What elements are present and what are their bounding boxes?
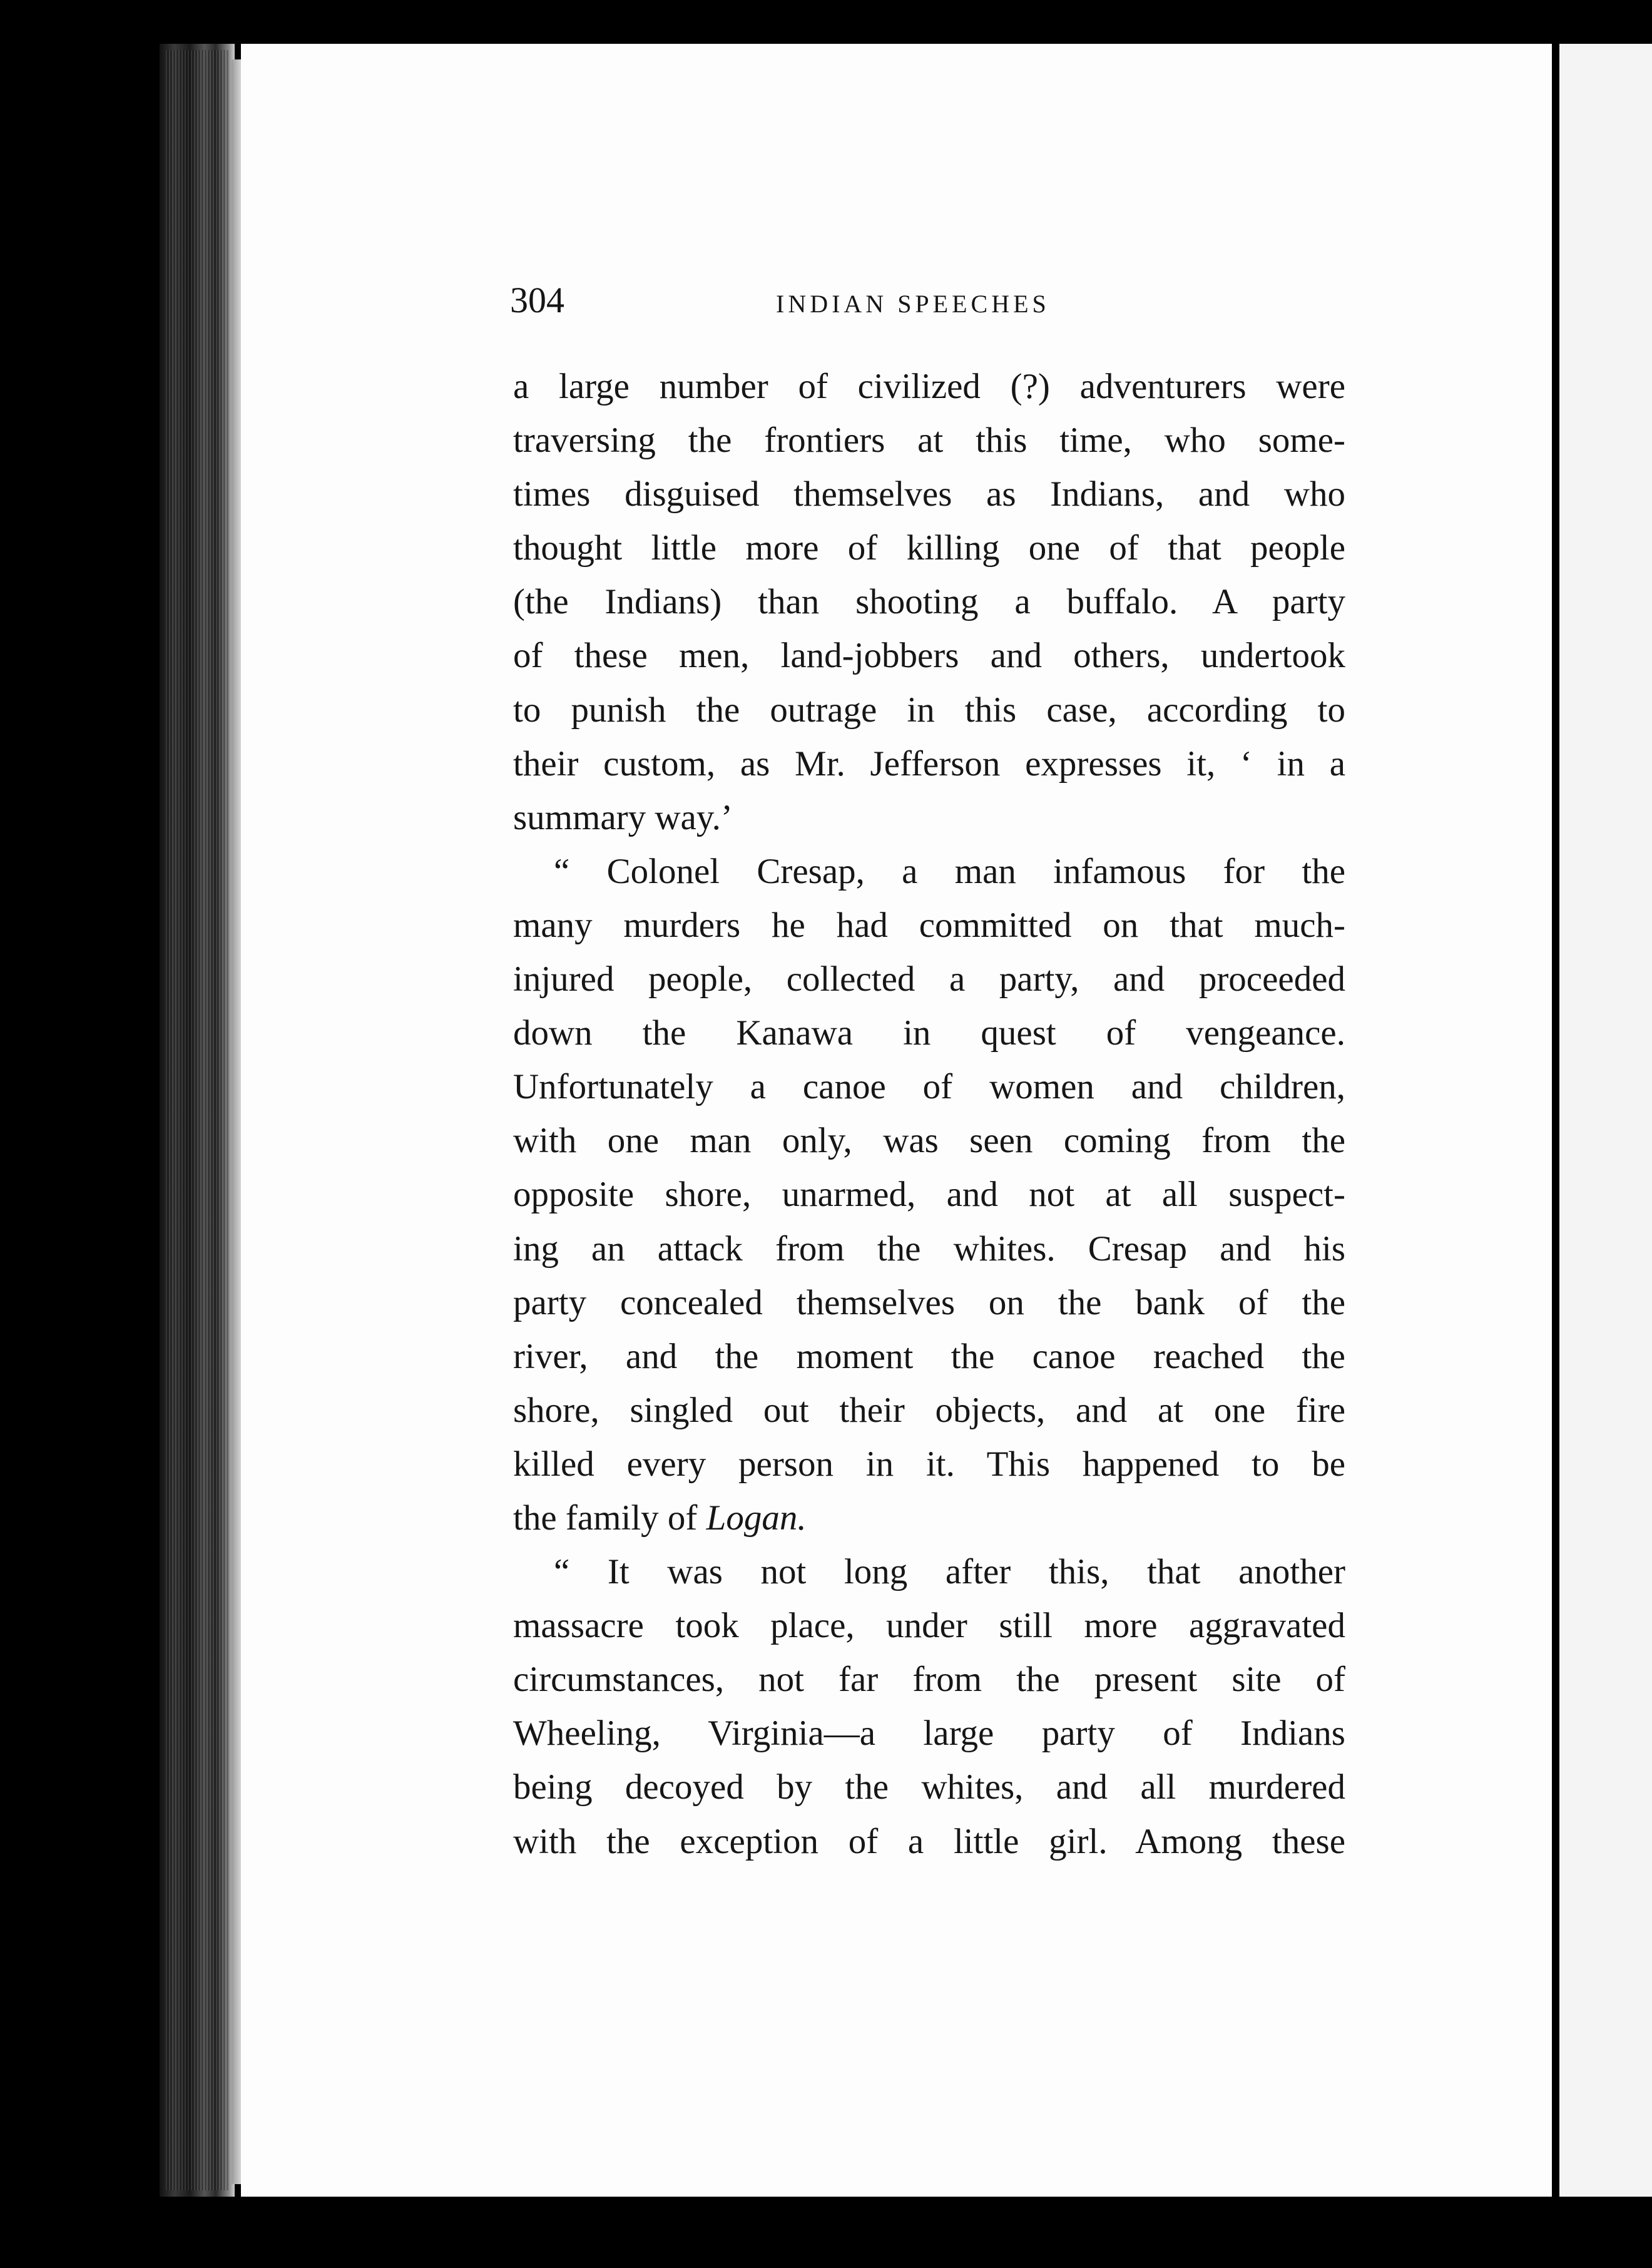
facing-page-edge	[1559, 44, 1652, 2197]
text-line	[513, 1599, 1345, 1653]
text-line	[513, 1384, 1345, 1438]
text-line-content: massacre took place, under still more aggravated	[513, 1606, 1345, 1646]
text-line-content: Wheeling, Virginia—a large party of Indians	[513, 1714, 1345, 1754]
text-line	[513, 360, 1345, 414]
text-line	[513, 683, 1345, 737]
text-line	[513, 1491, 1345, 1545]
page-number: 304	[510, 280, 564, 320]
text-line	[513, 1222, 1345, 1276]
text-line-content: party concealed themselves on the bank of the	[513, 1282, 1345, 1322]
text-line	[513, 1276, 1345, 1330]
text-line-content: river, and the moment the canoe reached the	[513, 1336, 1345, 1376]
page-header	[510, 275, 1349, 325]
running-head: INDIAN SPEECHES	[776, 290, 1050, 318]
text-line	[513, 1707, 1345, 1760]
text-line	[513, 575, 1345, 629]
text-line-content: circumstances, not far from the present site of	[513, 1660, 1345, 1700]
text-line-content: traversing the frontiers at this time, who some-	[513, 421, 1345, 461]
text-line-content: with the exception of a little girl. Among these	[513, 1821, 1345, 1861]
text-line	[513, 1168, 1345, 1222]
text-line-content: down the Kanawa in quest of vengeance.	[513, 1013, 1345, 1053]
text-line-content: being decoyed by the whites, and all murdered	[513, 1767, 1345, 1807]
text-line-content: many murders he had committed on that much-	[513, 905, 1345, 945]
italic-name: Logan.	[706, 1498, 807, 1538]
text-line-content: ing an attack from the whites. Cresap and his	[513, 1228, 1345, 1269]
text-line-content: their custom, as Mr. Jefferson expresses it, ‘ in a	[513, 743, 1345, 784]
text-line-content: thought little more of killing one of that people	[513, 528, 1345, 568]
text-line-content: (the Indians) than shooting a buffalo. A party	[513, 582, 1345, 622]
text-line	[513, 737, 1345, 791]
text-line	[513, 1760, 1345, 1814]
text-line	[513, 1114, 1345, 1168]
text-line-content: with one man only, was seen coming from the	[513, 1121, 1345, 1161]
text-line	[513, 1815, 1345, 1869]
text-line	[513, 521, 1345, 575]
text-line	[513, 1545, 1345, 1599]
body-text	[513, 360, 1345, 1869]
text-line	[513, 1438, 1345, 1491]
text-line	[513, 1653, 1345, 1707]
text-line	[513, 1006, 1345, 1060]
text-line	[513, 845, 1345, 899]
text-line-content: killed every person in it. This happened to be	[513, 1444, 1345, 1484]
text-line	[513, 1060, 1345, 1114]
text-line	[513, 899, 1345, 953]
text-line	[513, 414, 1345, 467]
text-line-content: opposite shore, unarmed, and not at all suspect-	[513, 1175, 1345, 1215]
text-line-content: “ Colonel Cresap, a man infamous for the	[554, 851, 1345, 891]
text-line-content: summary way.’	[513, 797, 733, 837]
text-line-content: shore, singled out their objects, and at one fire	[513, 1390, 1345, 1430]
text-line-content: the family of	[513, 1498, 698, 1538]
text-line	[513, 1330, 1345, 1384]
text-line	[513, 791, 1345, 845]
text-line-content: “ It was not long after this, that another	[554, 1552, 1345, 1592]
text-line	[513, 629, 1345, 683]
text-line-content: a large number of civilized (?) adventurers were	[513, 367, 1345, 406]
text-line-content: to punish the outrage in this case, according to	[513, 690, 1345, 730]
page-edges-texture	[166, 50, 228, 2190]
text-line-content: Unfortunately a canoe of women and children,	[513, 1067, 1345, 1107]
gutter-shadow	[1552, 44, 1559, 2197]
text-line	[513, 467, 1345, 521]
text-line-content: injured people, collected a party, and proceeded	[513, 959, 1345, 999]
text-line-content: of these men, land-jobbers and others, undertook	[513, 636, 1345, 676]
text-line-content: times disguised themselves as Indians, and who	[513, 474, 1345, 514]
text-line	[513, 953, 1345, 1006]
